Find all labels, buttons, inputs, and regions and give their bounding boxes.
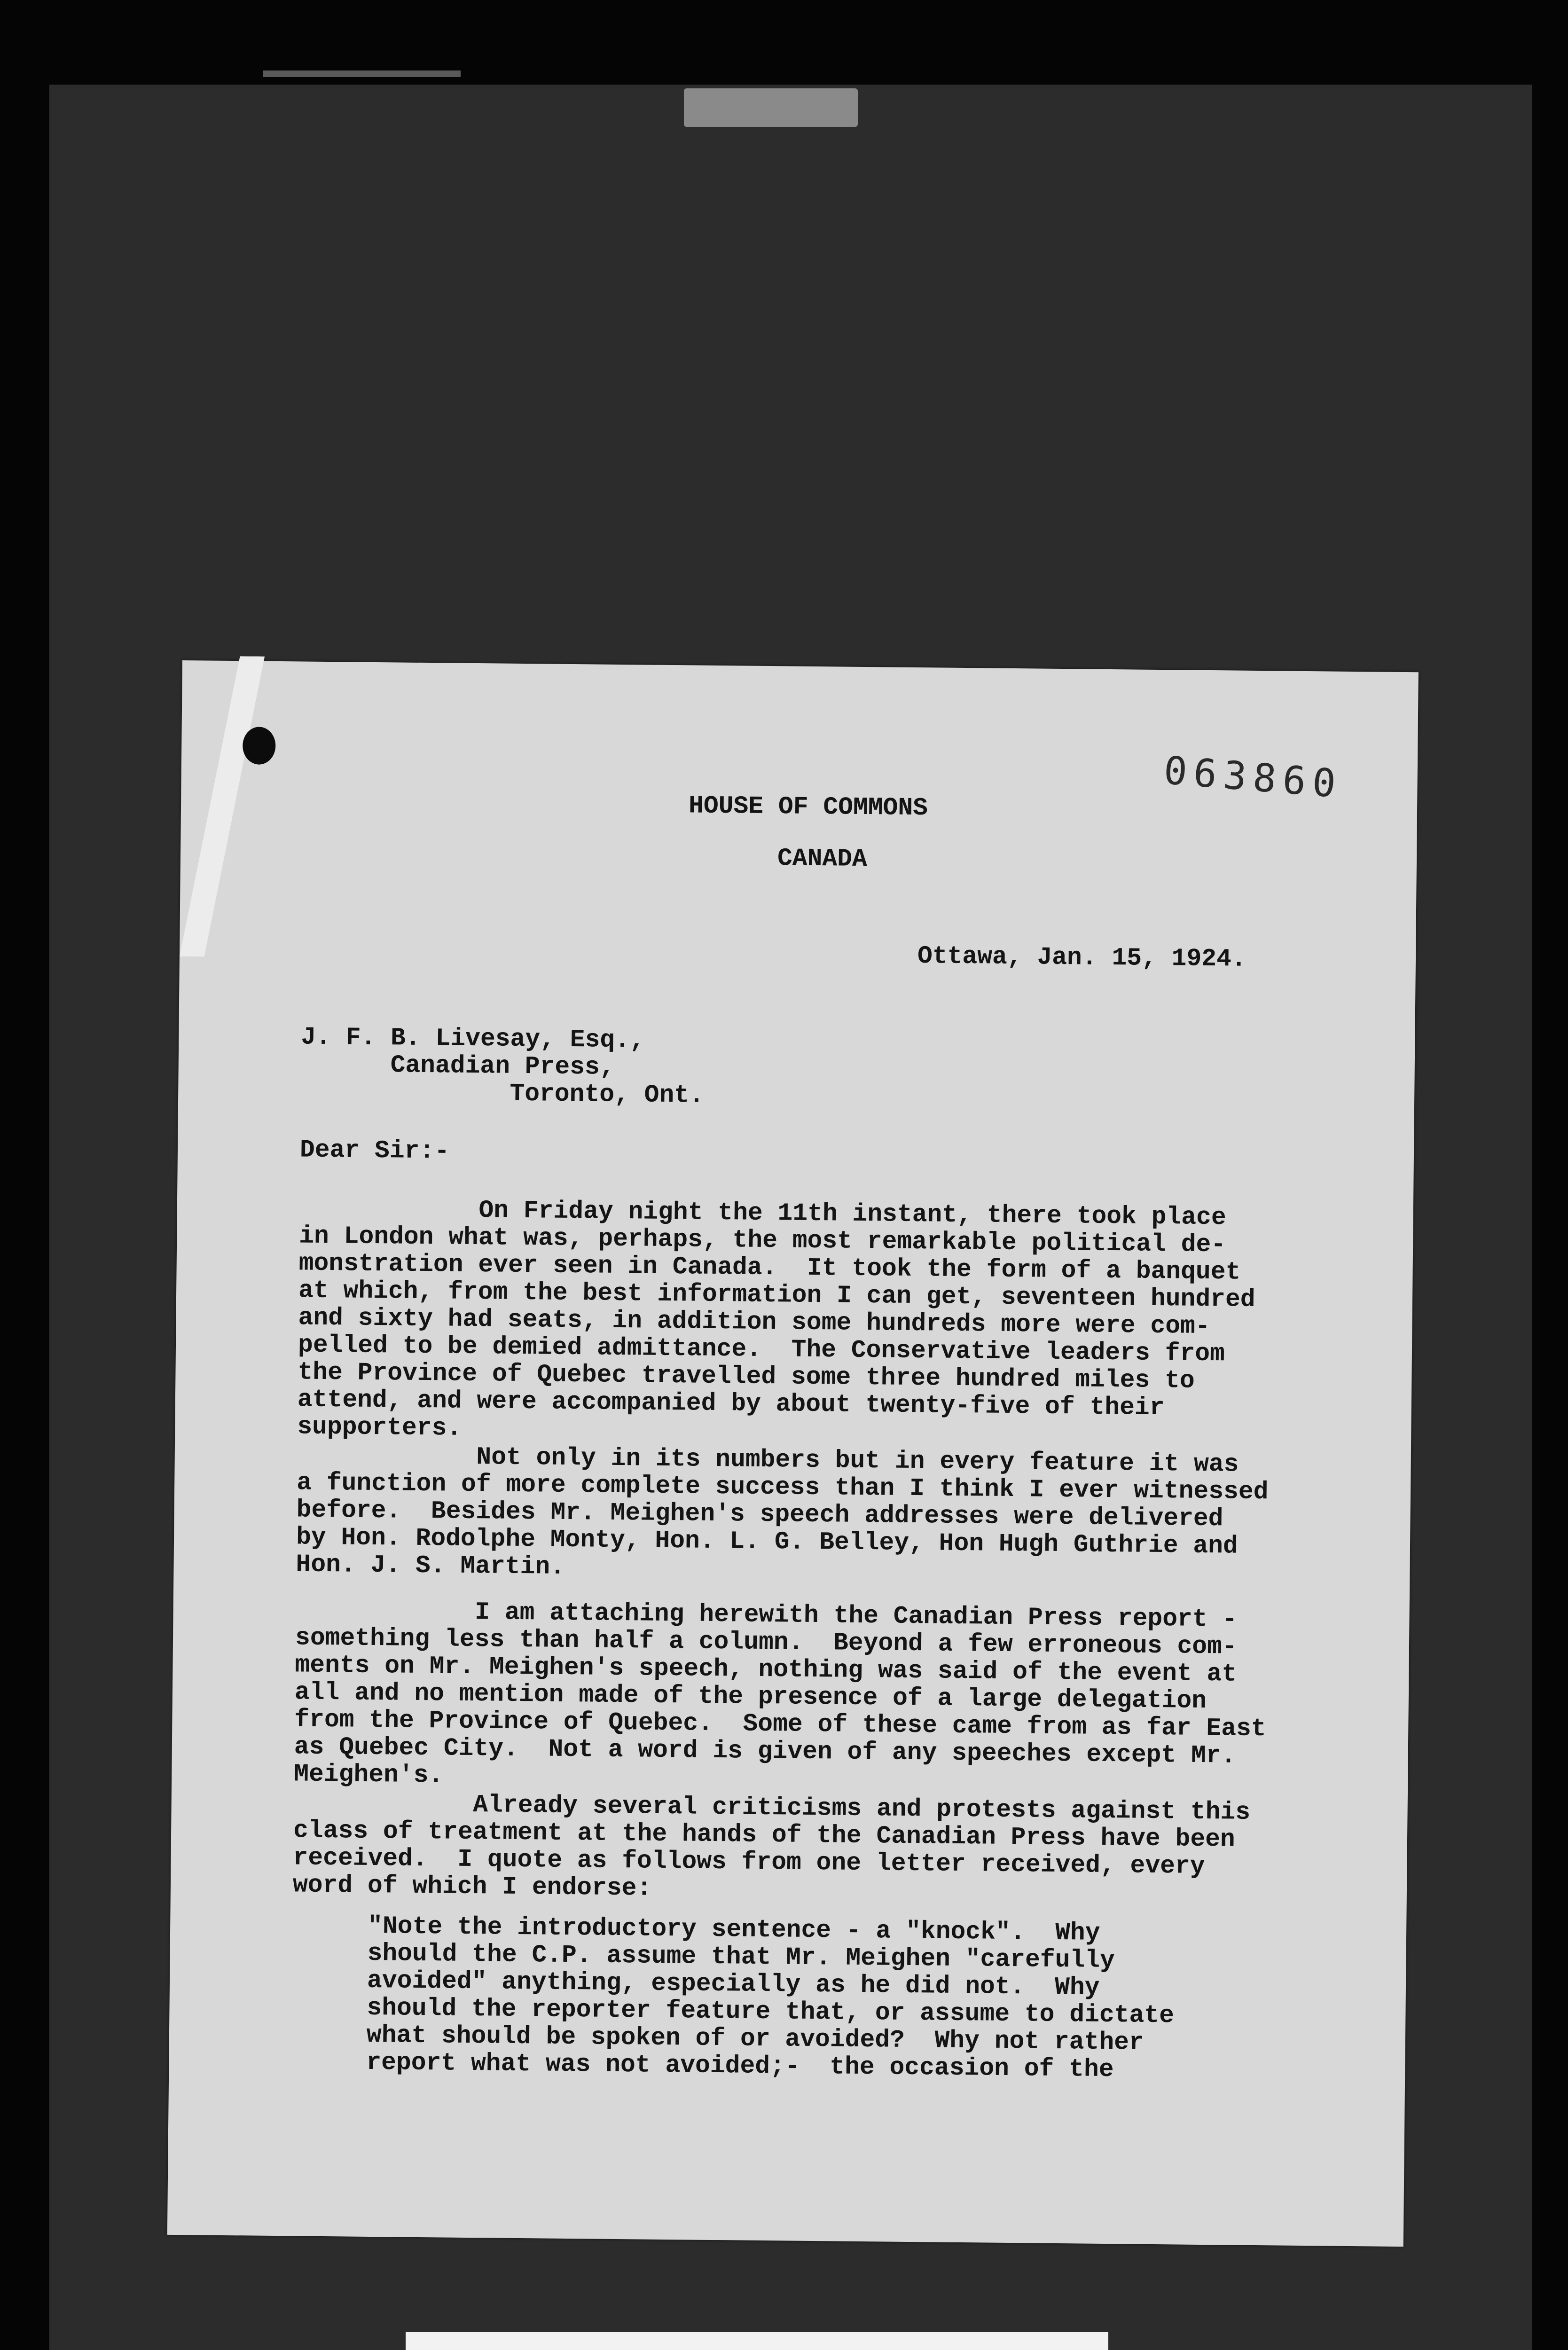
series-caption-label (406, 2332, 1108, 2350)
paragraph: Not only in its numbers but in every feature it was a function of more complete success than I think I ever witnessed before. Besides Mr. Meighen's speech addresses were delivered by Hon. Rodolphe Monty, Hon. L. G. Belley, Hon Hugh Guthrie and Hon. J. S. Martin. (296, 1441, 1269, 1581)
salutation: Dear Sir:- (299, 1136, 450, 1166)
paragraph: On Friday night the 11th instant, there took place in London what was, perhaps, the most remarkable political de- monstration ever seen in Canada. It took the form of a banquet at which, from the best information I can get, seventeen hundred and sixty had seats, in addition some hundreds more were com- pelled to be demied admittance. The Conservative leaders from the Province of Quebec travelled some three hundred miles to attend, and were accompanied by about twenty-five of their supporters. (297, 1194, 1255, 1442)
archive-stamp-number: 063860 (1162, 748, 1344, 807)
punch-hole (243, 727, 276, 765)
film-edge-strip (263, 70, 461, 77)
paper-clip (684, 88, 858, 127)
letterhead-house-of-commons: HOUSE OF COMMONS (688, 791, 928, 822)
letter-page (167, 660, 1419, 2247)
place-and-date: Ottawa, Jan. 15, 1924. (917, 942, 1247, 973)
paragraph: Already several criticisms and protests against this class of treatment at the hands of the Canadian Press have been received. I quote as follows from one letter received, every word of which I endorse: (292, 1789, 1251, 1903)
recipient-address: J. F. B. Livesay, Esq., Canadian Press, Toronto, Ont. (300, 1023, 705, 1110)
quoted-letter-excerpt: "Note the introductory sentence - a "knock". Why should the C.P. assume that Mr. Meighen "carefully avoided" anything, especially as he did not. Why should the reporter feature that, or assume to dictate what should be spoken of or avoided? Why not rather report what was not avoided;- the occasion of the (366, 1911, 1175, 2084)
letterhead-canada: CANADA (777, 844, 868, 874)
page-fold-corner (180, 656, 265, 957)
paragraph: I am attaching herewith the Canadian Press report - something less than half a column. Beyond a few erroneous com- ments on Mr. Meighen's speech, nothing was said of the event at all and no mention made of the presence of a large delegation from the Province of Quebec. Some of these came from as far East as Quebec City. Not a word is given of any speeches except Mr. Meighen's. (293, 1596, 1266, 1790)
